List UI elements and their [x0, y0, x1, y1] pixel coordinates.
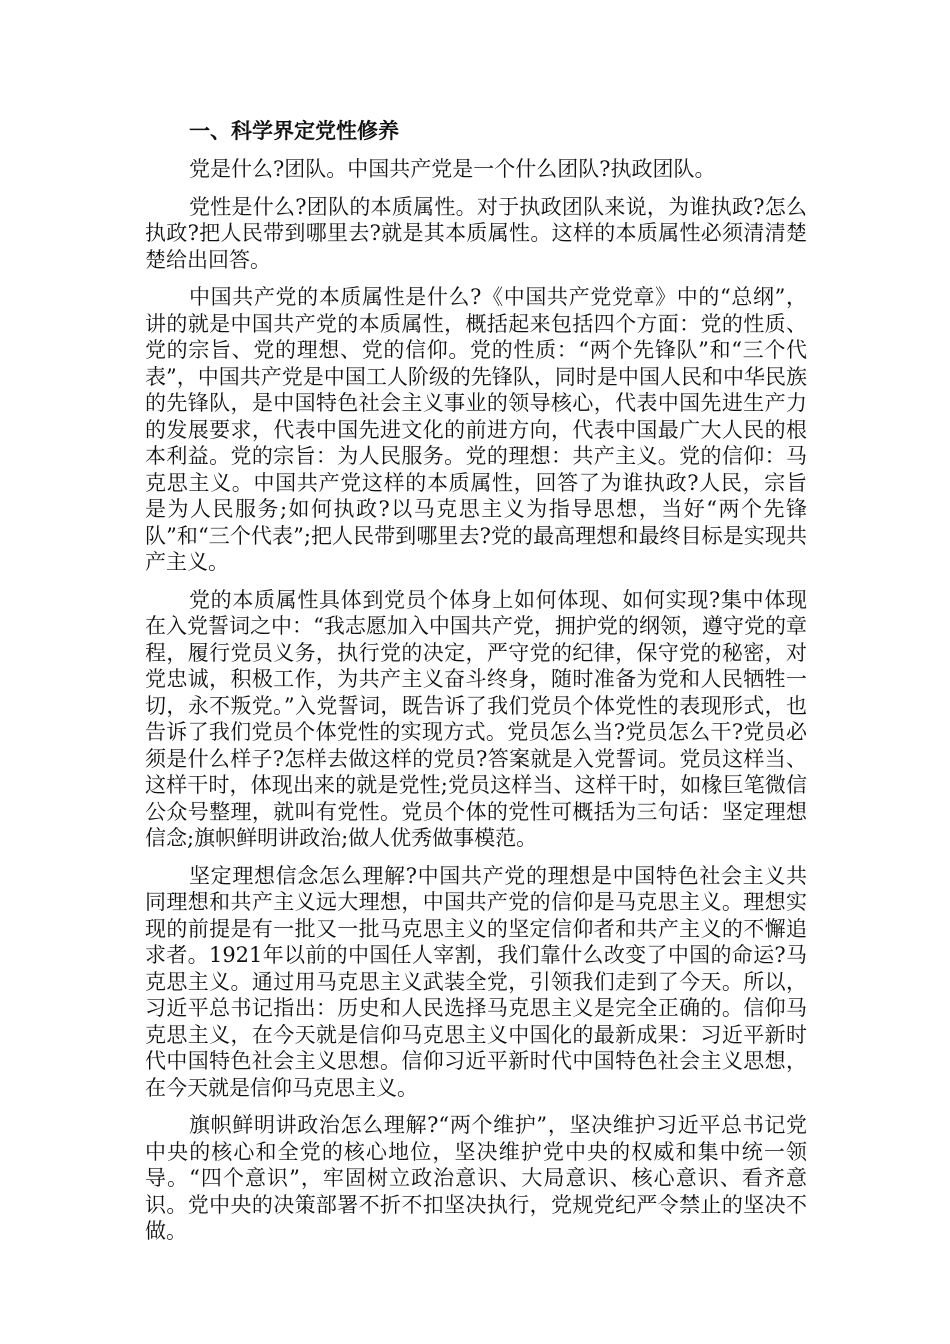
document-body — [145, 118, 807, 1256]
section-heading: 一、科学界定党性修养 — [189, 119, 399, 143]
paragraph-3: 中国共产党的本质属性是什么?《中国共产党党章》中的“总纲”，讲的就是中国共产党的本质属性，概括起来包括四个方面：党的性质、党的宗旨、党的理想、党的信仰。党的性质：“两个先锋队”和“三个代表”，中国共产党是中国工人阶级的先锋队，同时是中国人民和中华民族的先锋队，是中国特色社会主义事业的领导核心，代表中国先进生产力的发展要求，代表中国先进文化的前进方向，代表中国最广大人民的根本利益。党的宗旨：为人民服务。党的理想：共产主义。党的信仰：马克思主义。中国共产党这样的本质属性，回答了为谁执政?人民，宗旨是为人民服务;如何执政?以马克思主义为指导思想，当好“两个先锋队”和“三个代表”;把人民带到哪里去?党的最高理想和最终目标是实现共产主义。 — [145, 285, 807, 574]
paragraph-1: 党是什么?团队。中国共产党是一个什么团队?执政团队。 — [189, 157, 716, 181]
paragraph-5: 坚定理想信念怎么理解?中国共产党的理想是中国特色社会主义共同理想和共产主义远大理想，中国共产党的信仰是马克思主义。理想实现的前提是有一批又一批马克思主义的坚定信仰者和共产主义的不懈追求者。1921年以前的中国任人宰割，我们靠什么改变了中国的命运?马克思主义。通过用马克思主义武装全党，引领我们走到了今天。所以，习近平总书记指出：历史和人民选择马克思主义是完全正确的。信仰马克思主义，在今天就是信仰马克思主义中国化的最新成果：习近平新时代中国特色社会主义思想。信仰习近平新时代中国特色社会主义思想，在今天就是信仰马克思主义。 — [145, 863, 807, 1100]
paragraph-4: 党的本质属性具体到党员个体身上如何体现、如何实现?集中体现在入党誓词之中：“我志愿加入中国共产党，拥护党的纲领，遵守党的章程，履行党员义务，执行党的决定，严守党的纪律，保守党的秘密，对党忠诚，积极工作，为共产主义奋斗终身，随时准备为党和人民牺牲一切，永不叛党。”入党誓词，既告诉了我们党员个体党性的表现形式，也告诉了我们党员个体党性的实现方式。党员怎么当?党员怎么干?党员必须是什么样子?怎样去做这样的党员?答案就是入党誓词。党员这样当、这样干时，体现出来的就是党性;党员这样当、这样干时，如椽巨笔微信公众号整理，就叫有党性。党员个体的党性可概括为三句话：坚定理想信念;旗帜鲜明讲政治;做人优秀做事模范。 — [145, 587, 807, 850]
paragraph-2: 党性是什么?团队的本质属性。对于执政团队来说，为谁执政?怎么执政?把人民带到哪里去?就是其本质属性。这样的本质属性必须清清楚楚给出回答。 — [145, 194, 807, 272]
paragraph-6: 旗帜鲜明讲政治怎么理解?“两个维护”，坚决维护习近平总书记党中央的核心和全党的核心地位，坚决维护党中央的权威和集中统一领导。“四个意识”，牢固树立政治意识、大局意识、核心意识、看齐意识。党中央的决策部署不折不扣坚决执行，党规党纪严令禁止的坚决不做。 — [145, 1113, 807, 1243]
